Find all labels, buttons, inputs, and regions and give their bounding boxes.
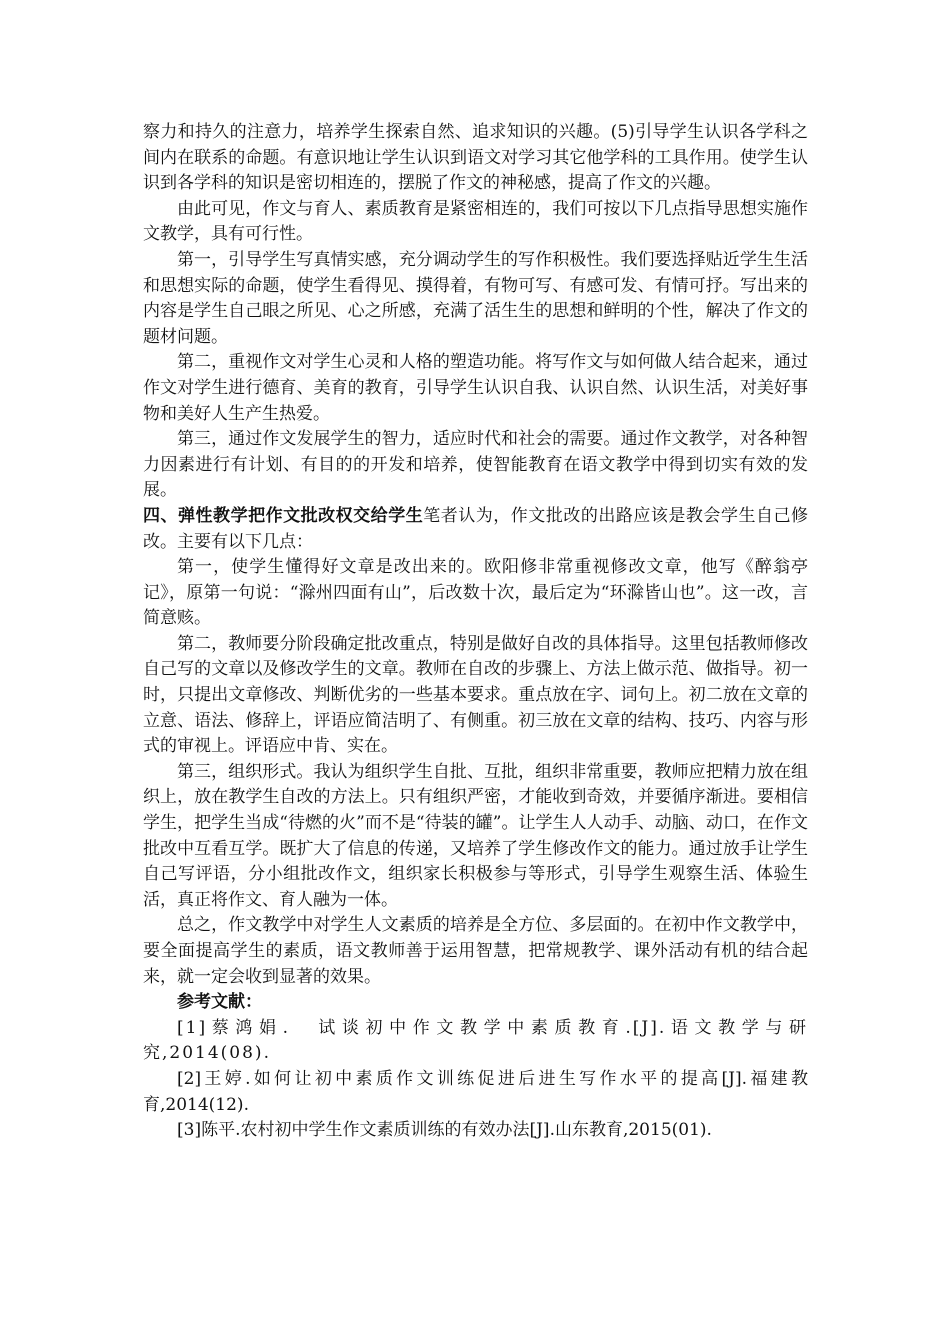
section-four-intro: 笔者认为，作文批改的出路应该是教会学生自己修改。主要有以下几点： [143,505,809,552]
paragraph-revision-one: 第一，使学生懂得好文章是改出来的。欧阳修非常重视修改文章，他写《醉翁亭记》，原第一句说：“滁州四面有山”，后改数十次，最后定为“环滁皆山也”。这一改，言简意赅。 [143,557,808,629]
section-four-heading: 四、弹性教学把作文批改权交给学生 [143,505,424,526]
document-body [143,120,808,1144]
reference-item: [1]蔡鸿娟. 试谈初中作文教学中素质教育.[J].语文教学与研究,2014(08). [143,1017,808,1064]
references-heading: 参考文献： [177,992,262,1013]
paragraph-summary: 由此可见，作文与育人、素质教育是紧密相连的，我们可按以下几点指导思想实施作文教学，具有可行性。 [143,198,808,245]
reference-item: [2]王婷.如何让初中素质作文训练促进后进生写作水平的提高[J].福建教育,2014(12). [143,1068,808,1115]
paragraph-continuation: 察力和持久的注意力，培养学生探索自然、追求知识的兴趣。(5)引导学生认识各学科之间内在联系的命题。有意识地让学生认识到语文对学习其它他学科的工具作用。使学生认识到各学科的知识是密切相连的，摆脱了作文的神秘感，提高了作文的兴趣。 [143,122,808,194]
section-four [143,504,808,555]
paragraph-point-two: 第二，重视作文对学生心灵和人格的塑造功能。将写作文与如何做人结合起来，通过作文对学生进行德育、美育的教育，引导学生认识自我、认识自然、认识生活，对美好事物和美好人生产生热爱。 [143,352,808,424]
paragraph-revision-three: 第三，组织形式。我认为组织学生自批、互批，组织非常重要，教师应把精力放在组织上，放在教学生自改的方法上。只有组织严密，才能收到奇效，并要循序渐进。要相信学生，把学生当成“待燃的火”而不是“待装的罐”。让学生人人动手、动脑、动口，在作文批改中互看互学。既扩大了信息的传递，又培养了学生修改作文的能力。通过放手让学生自己写评语，分小组批改作文，组织家长积极参与等形式，引导学生观察生活、体验生活，真正将作文、育人融为一体。 [143,761,808,910]
paragraph-conclusion: 总之，作文教学中对学生人文素质的培养是全方位、多层面的。在初中作文教学中，要全面提高学生的素质，语文教师善于运用智慧，把常规教学、课外活动有机的结合起来，就一定会收到显著的效果。 [143,915,808,987]
paragraph-point-three: 第三，通过作文发展学生的智力，适应时代和社会的需要。通过作文教学，对各种智力因素进行有计划、有目的的开发和培养，使智能教育在语文教学中得到切实有效的发展。 [143,429,808,501]
reference-item: [3]陈平.农村初中学生作文素质训练的有效办法[J].山东教育,2015(01). [177,1120,712,1141]
paragraph-revision-two: 第二，教师要分阶段确定批改重点，特别是做好自改的具体指导。这里包括教师修改自己写的文章以及修改学生的文章。教师在自改的步骤上、方法上做示范、做指导。初一时，只提出文章修改、判断优劣的一些基本要求。重点放在字、词句上。初二放在文章的立意、语法、修辞上，评语应简洁明了、有侧重。初三放在文章的结构、技巧、内容与形式的审视上。评语应中肯、实在。 [143,633,808,757]
paragraph-point-one: 第一，引导学生写真情实感，充分调动学生的写作积极性。我们要选择贴近学生生活和思想实际的命题，使学生看得见、摸得着，有物可写、有感可发、有情可抒。写出来的内容是学生自己眼之所见、心之所感，充满了活生生的思想和鲜明的个性，解决了作文的题材问题。 [143,249,808,347]
